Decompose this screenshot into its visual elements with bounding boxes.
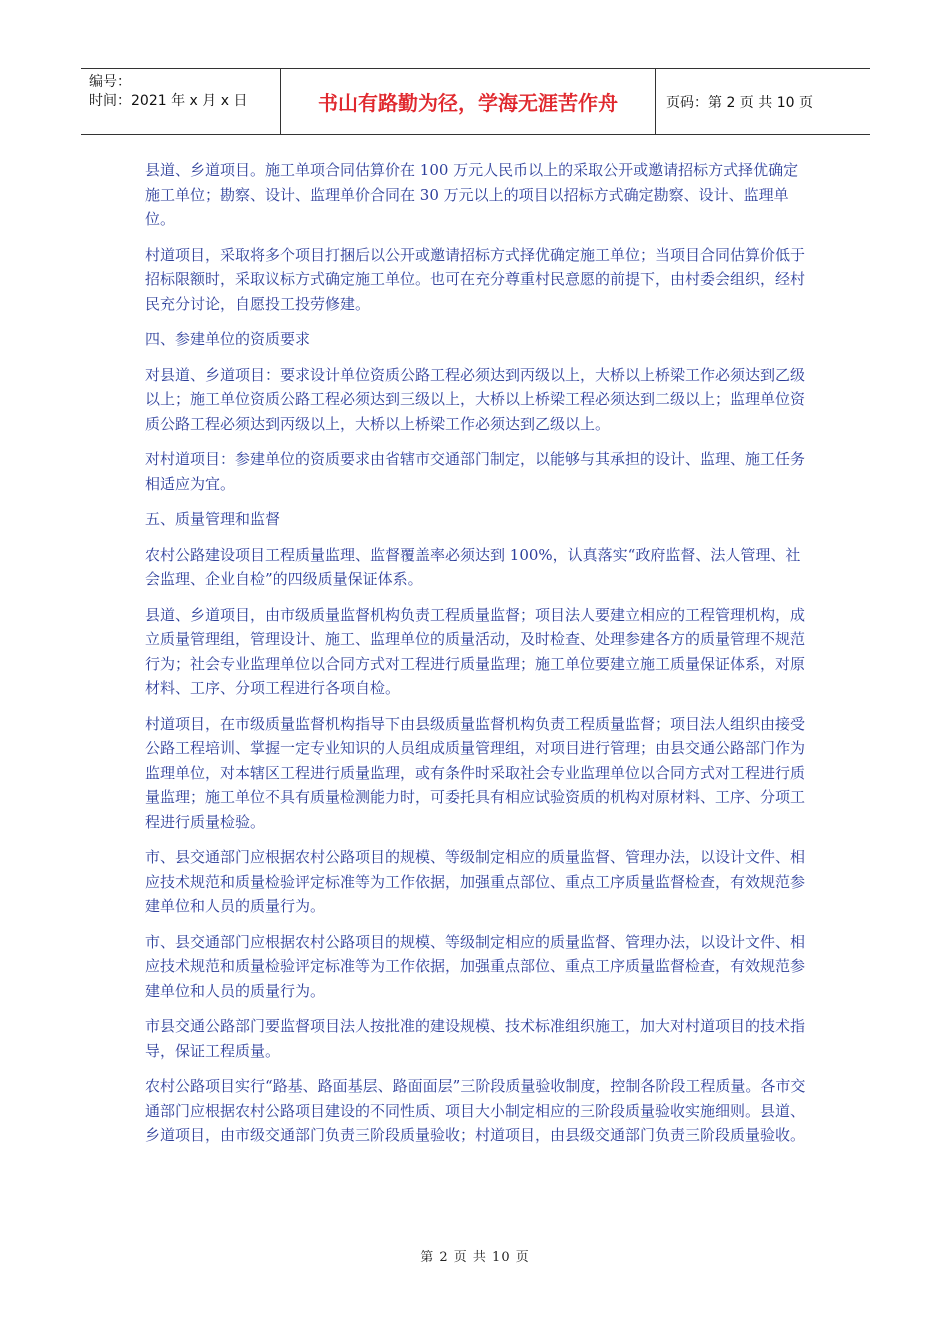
header-page-info: 页码：第 2 页 共 10 页 [666,94,813,111]
page-footer: 第 2 页 共 10 页 [420,1250,530,1265]
document-date-label: 时间：2021 年 x 月 x 日 [89,93,248,109]
paragraph: 村道项目，采取将多个项目打捆后以公开或邀请招标方式择优确定施工单位；当项目合同估算价低于招标限额时，采取议标方式确定施工单位。也可在充分尊重村民意愿的前提下，由村委会组织，经村民充分讨论，自愿投工投劳修建。 [145,245,806,313]
document-number-label: 编号： [89,74,131,90]
paragraph: 市、县交通部门应根据农村公路项目的规模、等级制定相应的质量监督、管理办法，以设计文件、相应技术规范和质量检验评定标准等为工作依据，加强重点部位、重点工序质量监督检查，有效规范参建单位和人员的质量行为。 [145,848,806,915]
paragraph: 对县道、乡道项目：要求设计单位资质公路工程必须达到丙级以上，大桥以上桥梁工作必须达到乙级以上；施工单位资质公路工程必须达到三级以上，大桥以上桥梁工程必须达到二级以上；监理单位资质公路工程必须达到丙级以上，大桥以上桥梁工作必须达到乙级以上。 [145,365,806,433]
paragraph: 县道、乡道项目。施工单项合同估算价在 100 万元人民币以上的采取公开或邀请招标方式择优确定施工单位；勘察、设计、监理单价合同在 30 万元以上的项目以招标方式确定勘察、设计、监理单位。 [145,161,799,228]
header-motto: 书山有路勤为径，学海无涯苦作舟 [281,69,656,134]
paragraph: 农村公路项目实行“路基、路面基层、路面面层”三阶段质量验收制度，控制各阶段工程质量。各市交通部门应根据农村公路项目建设的不同性质、项目大小制定相应的三阶段质量验收实施细则。县道、乡道项目，由市级交通部门负责三阶段质量验收；村道项目，由县级交通部门负责三阶段质量验收。 [145,1077,806,1144]
paragraph: 村道项目，在市级质量监督机构指导下由县级质量监督机构负责工程质量监督；项目法人组织由接受公路工程培训、掌握一定专业知识的人员组成质量管理组，对项目进行管理；由县交通公路部门作为监理单位，对本辖区工程进行质量监理，或有条件时采取社会专业监理单位以合同方式对工程进行质量监理；施工单位不具有质量检测能力时，可委托具有相应试验资质的机构对原材料、工序、分项工程进行质量检验。 [145,714,806,831]
paragraph: 市、县交通部门应根据农村公路项目的规模、等级制定相应的质量监督、管理办法，以设计文件、相应技术规范和质量检验评定标准等为工作依据，加强重点部位、重点工序质量监督检查，有效规范参建单位和人员的质量行为。 [145,932,806,1000]
paragraph: 农村公路建设项目工程质量监理、监督覆盖率必须达到 100%，认真落实“政府监督、法人管理、社会监理、企业自检”的四级质量保证体系。 [145,545,801,588]
paragraph: 市县交通公路部门要监督项目法人按批准的建设规模、技术标准组织施工，加大对村道项目的技术指导，保证工程质量。 [145,1017,806,1060]
paragraph: 对村道项目：参建单位的资质要求由省辖市交通部门制定，以能够与其承担的设计、监理、施工任务相适应为宜。 [145,450,806,493]
document-body [145,158,810,1159]
section-heading: 五、质量管理和监督 [145,510,281,528]
section-heading: 四、参建单位的资质要求 [145,330,311,348]
header-meta [81,69,281,134]
page-header [81,68,870,135]
paragraph: 县道、乡道项目，由市级质量监督机构负责工程质量监督；项目法人要建立相应的工程管理机构，成立质量管理组，管理设计、施工、监理单位的质量活动，及时检查、处理参建各方的质量管理不规范行为；社会专业监理单位以合同方式对工程进行质量监理；施工单位要建立施工质量保证体系，对原材料、工序、分项工程进行各项自检。 [145,605,806,697]
